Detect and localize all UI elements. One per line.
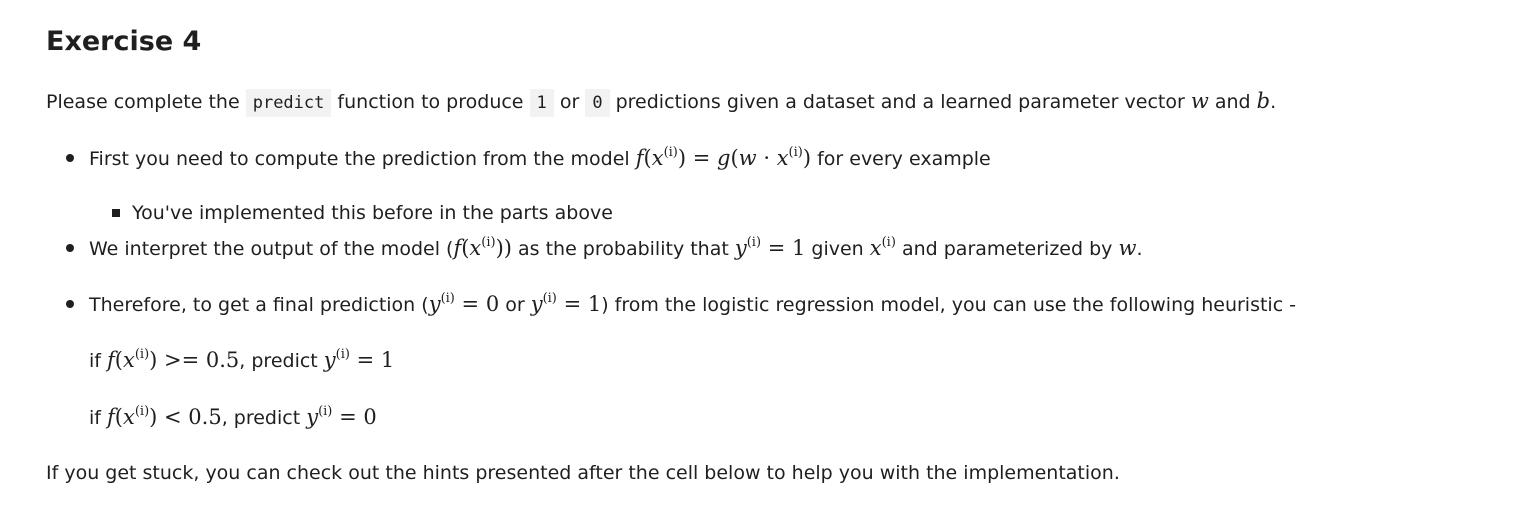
bullet2-text: We interpret the output of the model ( [89, 238, 454, 260]
math-sup: (i) [881, 235, 896, 250]
math-paren: ( [730, 146, 739, 170]
rule-predict-zero [89, 402, 377, 433]
math-eq: = 0 [332, 405, 377, 429]
bullet3-text-2: or [499, 294, 531, 316]
math-compare: ) >= 0.5 [149, 348, 240, 372]
intro-text-4: predictions given a dataset and a learned parameter vector [609, 91, 1191, 113]
math-paren: ) [802, 146, 812, 170]
intro-paragraph [46, 86, 1276, 118]
math-sup: (i) [134, 347, 150, 362]
math-sup: (i) [481, 235, 496, 250]
intro-text-1: Please complete the [46, 91, 246, 113]
exercise-heading: Exercise 4 [46, 26, 202, 57]
bullet3-text-3: ) from the logistic regression model, you can use the following heuristic - [601, 294, 1297, 316]
math-f: f [107, 348, 115, 372]
rule2-text: if [89, 407, 108, 429]
math-sup: (i) [335, 347, 350, 362]
code-zero: 0 [585, 89, 609, 117]
bullet-disc [66, 154, 74, 162]
hint-paragraph: If you get stuck, you can check out the hints presented after the cell below to help you with the implementation. [46, 462, 1120, 484]
math-eq: = 1 [761, 236, 806, 260]
code-one: 1 [530, 89, 554, 117]
math-x: x [469, 236, 482, 260]
math-dot: · [756, 146, 777, 170]
math-paren: ( [643, 146, 652, 170]
math-paren: )) [495, 236, 512, 260]
bullet3-text: Therefore, to get a final prediction ( [89, 294, 429, 316]
math-paren: ( [114, 405, 123, 429]
bullet2-text-3: given [805, 238, 870, 260]
math-b: b [1256, 89, 1271, 113]
bullet2-text-4: and parameterized by [895, 238, 1119, 260]
math-paren: ( [114, 348, 123, 372]
bullet2-text-2: as the probability that [511, 238, 735, 260]
intro-text-5: and [1208, 91, 1257, 113]
math-compare: ) < 0.5 [149, 405, 222, 429]
intro-text-3: or [553, 91, 586, 113]
math-eq: ) = [677, 146, 718, 170]
bullet-item-compute [89, 143, 991, 174]
math-sup: (i) [746, 235, 762, 250]
rule-predict-one [89, 345, 394, 376]
bullet-disc [66, 300, 74, 308]
math-y: y [734, 236, 747, 260]
math-sup: (i) [788, 145, 803, 160]
math-x: x [123, 348, 135, 372]
math-y: y [323, 348, 336, 372]
math-w: w [1118, 236, 1137, 260]
rule1-text-2: , predict [239, 350, 324, 372]
math-paren: ( [461, 236, 470, 260]
math-y: y [428, 292, 441, 316]
sub-bullet-square [112, 209, 120, 217]
math-x: x [869, 236, 882, 260]
math-eq: = 1 [349, 348, 395, 372]
math-x: x [651, 146, 664, 170]
math-x: x [123, 405, 135, 429]
math-sup: (i) [663, 145, 678, 160]
bullet1-text: First you need to compute the prediction from the model [89, 148, 636, 170]
math-sup: (i) [318, 404, 333, 419]
bullet-disc [66, 244, 74, 252]
bullet1-text-end: for every example [811, 148, 991, 170]
math-g: g [717, 146, 731, 170]
math-x: x [776, 146, 789, 170]
math-f: f [453, 236, 462, 260]
intro-text-6: . [1270, 91, 1277, 113]
math-sup: (i) [542, 291, 557, 306]
bullet2-text-5: . [1136, 238, 1143, 260]
bullet-item-interpret [89, 233, 1142, 264]
math-y: y [306, 405, 319, 429]
math-w: w [1190, 89, 1209, 113]
math-y: y [530, 292, 543, 316]
math-sup: (i) [440, 291, 455, 306]
math-sup: (i) [134, 404, 150, 419]
intro-text-2: function to produce [331, 91, 530, 113]
bullet-item-heuristic [89, 289, 1296, 320]
rule2-text-2: , predict [221, 407, 307, 429]
math-w: w [738, 146, 757, 170]
math-f: f [107, 405, 115, 429]
sub-bullet-item: You've implemented this before in the parts above [132, 202, 613, 224]
math-eq: = 1 [556, 292, 602, 316]
math-eq: = 0 [454, 292, 500, 316]
rule1-text: if [89, 350, 108, 372]
math-f: f [635, 146, 644, 170]
code-predict: predict [246, 89, 332, 117]
